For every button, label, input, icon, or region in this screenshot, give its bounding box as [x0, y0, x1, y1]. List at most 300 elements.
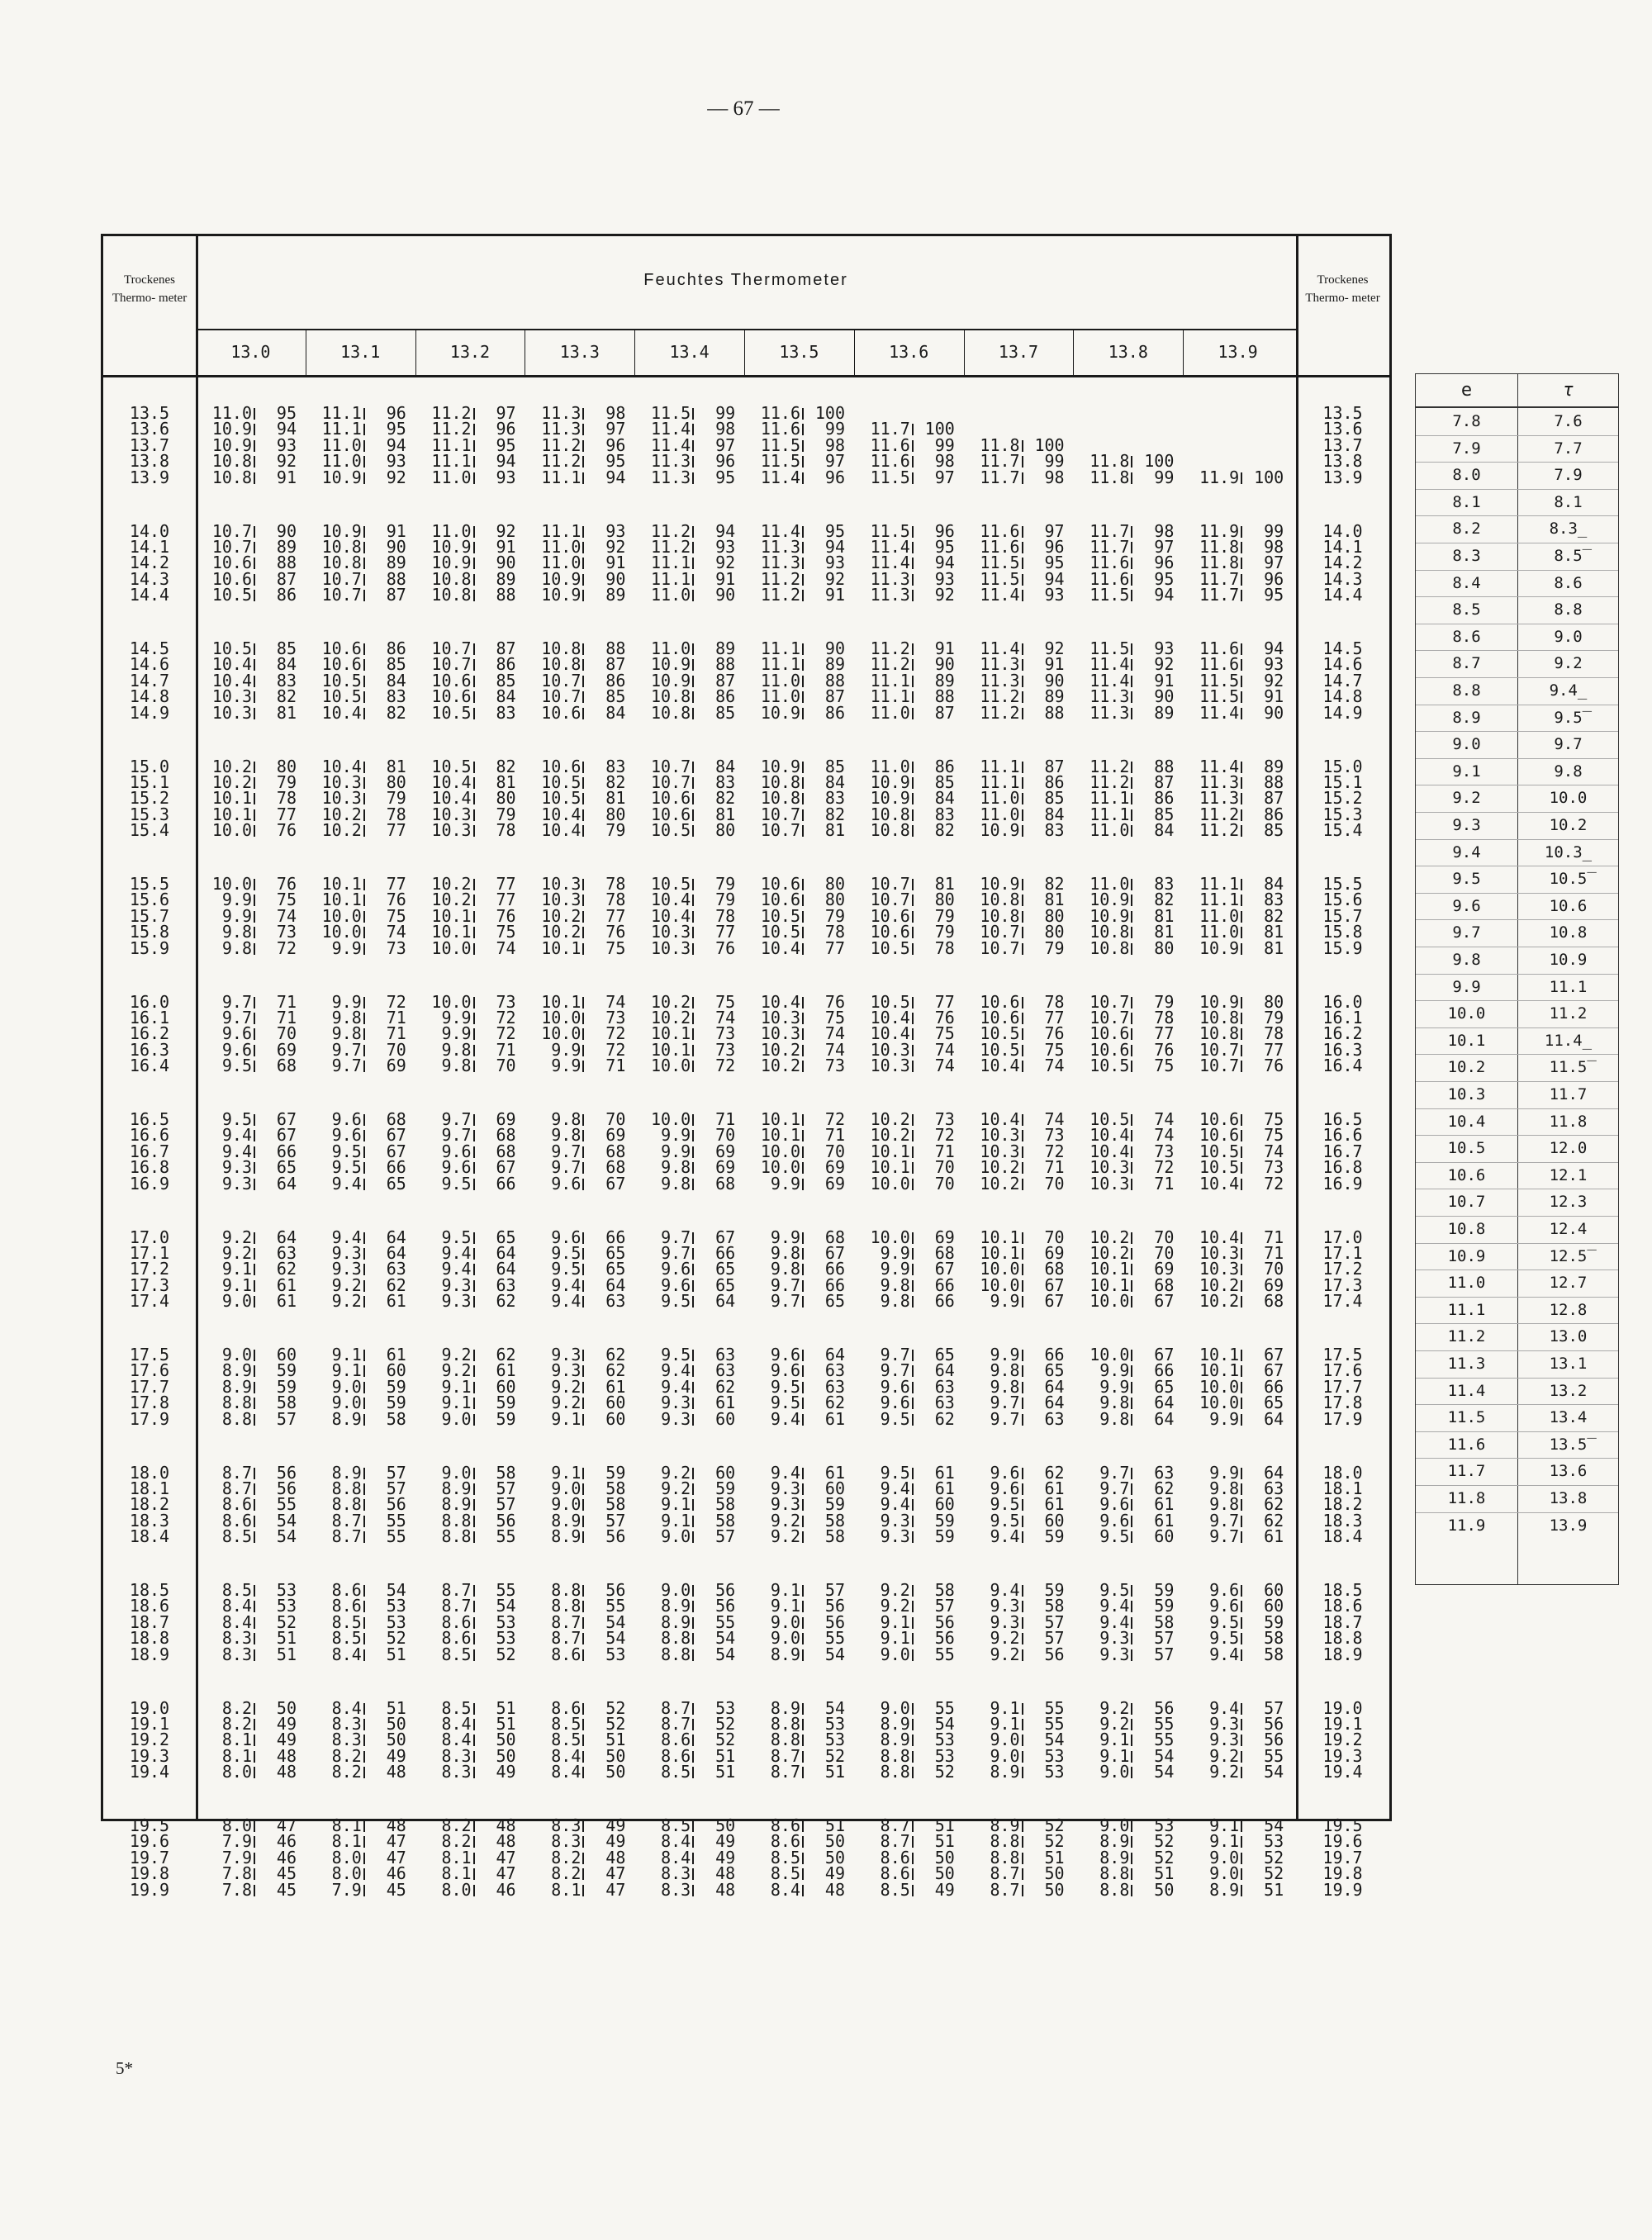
- dry-temp-label-left: 15.1: [129, 771, 170, 792]
- relative-humidity-value: 82: [715, 788, 736, 809]
- dew-point-value: 11.3: [1089, 702, 1130, 723]
- dew-point-value: 8.9: [551, 1526, 582, 1547]
- dew-point-value: 10.7: [541, 686, 582, 707]
- side-row-rule: [1416, 677, 1618, 678]
- dew-point-value: 9.0: [1209, 1863, 1240, 1884]
- dew-point-value: 10.8: [760, 788, 800, 809]
- dew-point-value: 9.5: [990, 1510, 1020, 1531]
- relative-humidity-value: 63: [1154, 1462, 1175, 1483]
- relative-humidity-value: 62: [715, 1376, 736, 1397]
- relative-humidity-value: 59: [1044, 1526, 1065, 1547]
- dew-point-value: 9.1: [661, 1494, 691, 1515]
- dew-point-value: 11.6: [1199, 654, 1240, 675]
- relative-humidity-value: 64: [1044, 1393, 1065, 1413]
- dew-point-value: 10.2: [651, 1007, 691, 1027]
- relative-humidity-value: 66: [276, 1141, 297, 1161]
- header-right-label: Trockenes Thermo- meter: [1305, 273, 1380, 305]
- dew-point-value: 10.1: [870, 1157, 910, 1178]
- relative-humidity-value: 60: [934, 1494, 955, 1515]
- dry-temp-label-right: 14.3: [1322, 568, 1363, 589]
- relative-humidity-value: 63: [715, 1345, 736, 1364]
- relative-humidity-value: 56: [386, 1494, 406, 1515]
- relative-humidity-value: 79: [496, 804, 516, 824]
- relative-humidity-value: 96: [715, 451, 736, 472]
- relative-humidity-value: 65: [715, 1274, 736, 1295]
- dew-point-value: 8.8: [990, 1831, 1020, 1852]
- dew-point-value: 10.4: [541, 820, 582, 841]
- relative-humidity-value: 59: [386, 1376, 406, 1397]
- dew-point-value: 9.8: [221, 922, 252, 942]
- dew-point-value: 9.5: [770, 1393, 800, 1413]
- dew-point-value: 11.3: [1199, 771, 1240, 792]
- relative-humidity-value: 91: [386, 520, 406, 541]
- dew-point-value: 10.8: [980, 905, 1020, 926]
- dew-point-value: 9.0: [331, 1376, 362, 1397]
- relative-humidity-value: 52: [386, 1628, 406, 1649]
- dew-point-value: 8.3: [661, 1879, 691, 1900]
- side-row-rule: [1416, 1297, 1618, 1298]
- dew-point-value: 11.1: [321, 419, 362, 439]
- dry-temp-label-right: 17.8: [1322, 1393, 1363, 1413]
- relative-humidity-value: 67: [1264, 1345, 1284, 1364]
- relative-humidity-value: 67: [276, 1125, 297, 1146]
- relative-humidity-value: 68: [1154, 1274, 1175, 1295]
- dew-point-value: 8.1: [331, 1815, 362, 1835]
- side-e-value: 10.8: [1447, 1220, 1486, 1238]
- relative-humidity-value: 54: [605, 1628, 626, 1649]
- relative-humidity-value: 71: [1264, 1242, 1284, 1263]
- relative-humidity-value: 65: [934, 1345, 955, 1364]
- relative-humidity-value: 61: [386, 1291, 406, 1312]
- side-tau-value: 13.1: [1549, 1355, 1588, 1373]
- dry-temp-label-left: 17.3: [129, 1274, 170, 1295]
- dry-temp-label-right: 17.9: [1322, 1408, 1363, 1429]
- dew-point-value: 8.9: [221, 1360, 252, 1381]
- dry-temp-label-left: 17.6: [129, 1360, 170, 1381]
- wet-temp-heading: 13.0: [230, 342, 271, 362]
- dew-point-value: 8.8: [221, 1408, 252, 1429]
- dew-point-value: 10.9: [431, 553, 472, 573]
- dew-point-value: 9.0: [441, 1408, 472, 1429]
- dew-point-value: 10.2: [980, 1157, 1020, 1178]
- dew-point-value: 10.4: [321, 756, 362, 776]
- dew-point-value: 11.9: [1199, 467, 1240, 487]
- dew-point-value: 10.1: [1089, 1274, 1130, 1295]
- dew-point-value: 9.3: [551, 1360, 582, 1381]
- dew-point-value: 10.6: [211, 568, 252, 589]
- relative-humidity-value: 56: [715, 1596, 736, 1616]
- side-tau-value: 7.6: [1554, 412, 1583, 430]
- dry-temp-label-left: 15.8: [129, 922, 170, 942]
- dew-point-value: 10.2: [1089, 1242, 1130, 1263]
- side-tau-value: 10.6: [1549, 896, 1588, 915]
- relative-humidity-value: 57: [824, 1580, 845, 1600]
- dew-point-value: 9.1: [331, 1360, 362, 1381]
- dew-point-value: 10.4: [1089, 1141, 1130, 1161]
- dew-point-value: 9.8: [221, 937, 252, 958]
- relative-humidity-value: 91: [276, 467, 297, 487]
- relative-humidity-value: 47: [496, 1847, 516, 1867]
- relative-humidity-value: 53: [1264, 1831, 1284, 1852]
- relative-humidity-value: 90: [934, 654, 955, 675]
- dry-temp-label-right: 19.9: [1322, 1879, 1363, 1900]
- dew-point-value: 10.8: [1199, 1007, 1240, 1027]
- dry-temp-label-left: 18.2: [129, 1494, 170, 1515]
- dew-point-value: 11.0: [431, 520, 472, 541]
- dew-point-value: 11.6: [1089, 553, 1130, 573]
- side-e-value: 9.4: [1452, 842, 1481, 861]
- dew-point-value: 10.9: [980, 874, 1020, 894]
- relative-humidity-value: 90: [605, 568, 626, 589]
- dew-point-value: 10.0: [431, 937, 472, 958]
- side-row-rule: [1416, 1243, 1618, 1244]
- dew-point-value: 10.6: [870, 905, 910, 926]
- dew-point-value: 9.8: [551, 1125, 582, 1146]
- side-row-rule: [1416, 1000, 1618, 1001]
- relative-humidity-value: 71: [1264, 1227, 1284, 1247]
- dew-point-value: 10.7: [211, 520, 252, 541]
- dry-temp-label-right: 14.8: [1322, 686, 1363, 707]
- relative-humidity-value: 74: [1154, 1109, 1175, 1129]
- dew-point-value: 11.2: [870, 638, 910, 658]
- relative-humidity-value: 99: [824, 419, 845, 439]
- side-e-value: 10.2: [1447, 1058, 1486, 1077]
- dew-point-value: 10.1: [541, 991, 582, 1012]
- relative-humidity-value: 70: [605, 1109, 626, 1129]
- dew-point-value: 11.4: [980, 585, 1020, 605]
- relative-humidity-value: 60: [605, 1408, 626, 1429]
- relative-humidity-value: 90: [276, 520, 297, 541]
- dry-temp-label-right: 18.9: [1322, 1644, 1363, 1664]
- side-row-rule: [1416, 758, 1618, 759]
- relative-humidity-value: 54: [715, 1644, 736, 1664]
- relative-humidity-value: 93: [934, 568, 955, 589]
- relative-humidity-value: 64: [934, 1360, 955, 1381]
- dew-point-value: 9.8: [880, 1274, 910, 1295]
- side-tau-value: 10.0: [1549, 789, 1588, 808]
- relative-humidity-value: 56: [1044, 1644, 1065, 1664]
- dry-temp-label-right: 17.4: [1322, 1291, 1363, 1312]
- dew-point-value: 8.1: [221, 1730, 252, 1750]
- dew-point-value: 9.6: [661, 1259, 691, 1279]
- dew-point-value: 9.4: [770, 1462, 800, 1483]
- relative-humidity-value: 54: [1264, 1762, 1284, 1782]
- dew-point-value: 9.5: [990, 1494, 1020, 1515]
- dew-point-value: 9.6: [1099, 1494, 1130, 1515]
- dew-point-value: 9.5: [221, 1056, 252, 1076]
- relative-humidity-value: 89: [715, 638, 736, 658]
- relative-humidity-value: 52: [605, 1697, 626, 1718]
- dew-point-value: 8.8: [1099, 1879, 1130, 1900]
- wet-temp-heading: 13.1: [340, 342, 381, 362]
- relative-humidity-value: 100: [1254, 467, 1284, 487]
- dew-point-value: 8.5: [551, 1730, 582, 1750]
- dew-point-value: 11.2: [1089, 756, 1130, 776]
- dry-temp-label-right: 18.8: [1322, 1628, 1363, 1649]
- dew-point-value: 9.5: [441, 1227, 472, 1247]
- side-e-value: 8.5: [1452, 600, 1481, 619]
- relative-humidity-value: 50: [934, 1863, 955, 1884]
- dew-point-value: 9.4: [331, 1227, 362, 1247]
- relative-humidity-value: 82: [1154, 890, 1175, 910]
- relative-humidity-value: 91: [715, 568, 736, 589]
- dew-point-value: 9.0: [880, 1697, 910, 1718]
- dew-point-value: 9.1: [551, 1408, 582, 1429]
- dew-point-value: 8.9: [221, 1376, 252, 1397]
- dew-point-value: 10.3: [980, 1141, 1020, 1161]
- dew-point-value: 10.3: [651, 922, 691, 942]
- dry-temp-label-right: 18.3: [1322, 1510, 1363, 1531]
- relative-humidity-value: 58: [386, 1408, 406, 1429]
- relative-humidity-value: 65: [496, 1227, 516, 1247]
- dew-point-value: 8.7: [880, 1815, 910, 1835]
- side-e-value: 9.6: [1452, 896, 1481, 915]
- relative-humidity-value: 74: [715, 1007, 736, 1027]
- dry-temp-label-right: 19.1: [1322, 1713, 1363, 1734]
- dew-point-value: 10.2: [651, 991, 691, 1012]
- dew-point-value: 9.4: [661, 1360, 691, 1381]
- dew-point-value: 10.2: [321, 820, 362, 841]
- side-tau-value: 8.8: [1554, 600, 1583, 619]
- dew-point-value: 10.8: [1089, 937, 1130, 958]
- dew-point-value: 11.2: [760, 568, 800, 589]
- dew-point-value: 10.9: [211, 419, 252, 439]
- relative-humidity-value: 75: [1044, 1039, 1065, 1060]
- dew-point-value: 8.4: [331, 1697, 362, 1718]
- relative-humidity-value: 62: [1264, 1494, 1284, 1515]
- side-e-value: 9.0: [1452, 735, 1481, 754]
- relative-humidity-value: 84: [1044, 804, 1065, 824]
- side-row-rule: [1416, 1378, 1618, 1379]
- relative-humidity-value: 80: [1264, 991, 1284, 1012]
- dew-point-value: 9.6: [990, 1462, 1020, 1483]
- relative-humidity-value: 95: [605, 451, 626, 472]
- relative-humidity-value: 54: [715, 1628, 736, 1649]
- dry-temp-label-right: 19.6: [1322, 1831, 1363, 1852]
- relative-humidity-value: 61: [934, 1478, 955, 1498]
- relative-humidity-value: 53: [386, 1611, 406, 1632]
- relative-humidity-value: 76: [496, 905, 516, 926]
- dew-point-value: 8.8: [331, 1478, 362, 1498]
- relative-humidity-value: 69: [496, 1109, 516, 1129]
- dew-point-value: 10.1: [431, 922, 472, 942]
- dew-point-value: 9.2: [1099, 1713, 1130, 1734]
- relative-humidity-value: 56: [1154, 1697, 1175, 1718]
- dew-point-value: 10.7: [870, 874, 910, 894]
- relative-humidity-value: 51: [824, 1762, 845, 1782]
- dew-point-value: 10.6: [321, 654, 362, 675]
- dry-temp-label-left: 17.8: [129, 1393, 170, 1413]
- dew-point-value: 9.2: [661, 1462, 691, 1483]
- relative-humidity-value: 78: [276, 788, 297, 809]
- relative-humidity-value: 74: [934, 1056, 955, 1076]
- relative-humidity-value: 86: [715, 686, 736, 707]
- dew-point-value: 10.7: [211, 536, 252, 557]
- dry-temp-label-right: 15.4: [1322, 820, 1363, 841]
- dew-point-value: 9.0: [221, 1345, 252, 1364]
- relative-humidity-value: 54: [1264, 1815, 1284, 1835]
- relative-humidity-value: 95: [496, 434, 516, 455]
- dry-temp-label-right: 13.5: [1322, 403, 1363, 423]
- side-e-value: 10.4: [1447, 1112, 1486, 1131]
- dry-temp-label-right: 14.0: [1322, 520, 1363, 541]
- dew-point-value: 11.2: [1199, 820, 1240, 841]
- dew-point-value: 9.9: [221, 890, 252, 910]
- relative-humidity-value: 46: [496, 1879, 516, 1900]
- dew-point-value: 9.1: [1209, 1831, 1240, 1852]
- relative-humidity-value: 75: [496, 922, 516, 942]
- relative-humidity-value: 97: [1264, 553, 1284, 573]
- dew-point-value: 10.5: [980, 1039, 1020, 1060]
- dew-point-value: 11.3: [1199, 788, 1240, 809]
- dew-point-value: 10.8: [321, 536, 362, 557]
- dew-point-value: 11.7: [1089, 520, 1130, 541]
- relative-humidity-value: 49: [605, 1815, 626, 1835]
- dew-point-value: 8.1: [441, 1863, 472, 1884]
- side-row-rule: [1416, 1458, 1618, 1459]
- relative-humidity-value: 93: [496, 467, 516, 487]
- dew-point-value: 8.6: [770, 1815, 800, 1835]
- dew-point-value: 9.0: [441, 1462, 472, 1483]
- dew-point-value: 10.6: [1199, 1125, 1240, 1146]
- dew-point-value: 10.0: [980, 1259, 1020, 1279]
- dew-point-value: 8.7: [331, 1526, 362, 1547]
- relative-humidity-value: 80: [934, 890, 955, 910]
- dry-temp-label-right: 14.7: [1322, 670, 1363, 691]
- dew-point-value: 8.8: [880, 1745, 910, 1766]
- relative-humidity-value: 61: [824, 1408, 845, 1429]
- relative-humidity-value: 95: [824, 520, 845, 541]
- relative-humidity-value: 50: [496, 1745, 516, 1766]
- relative-humidity-value: 46: [276, 1831, 297, 1852]
- dew-point-value: 11.5: [980, 568, 1020, 589]
- relative-humidity-value: 58: [715, 1510, 736, 1531]
- dry-temp-label-left: 15.7: [129, 905, 170, 926]
- dew-point-value: 11.0: [321, 434, 362, 455]
- dew-point-value: 9.9: [990, 1345, 1020, 1364]
- dew-point-value: 8.7: [551, 1628, 582, 1649]
- dry-temp-label-left: 18.0: [129, 1462, 170, 1483]
- dry-temp-label-left: 18.3: [129, 1510, 170, 1531]
- dew-point-value: 10.9: [321, 520, 362, 541]
- side-e-value: 10.7: [1447, 1193, 1486, 1212]
- relative-humidity-value: 73: [386, 937, 406, 958]
- dew-point-value: 10.2: [1199, 1291, 1240, 1312]
- dew-point-value: 10.5: [321, 670, 362, 691]
- relative-humidity-value: 62: [276, 1259, 297, 1279]
- dew-point-value: 11.3: [760, 553, 800, 573]
- relative-humidity-value: 86: [1264, 804, 1284, 824]
- dew-point-value: 9.8: [990, 1360, 1020, 1381]
- relative-humidity-value: 68: [1044, 1259, 1065, 1279]
- relative-humidity-value: 86: [605, 670, 626, 691]
- dew-point-value: 9.9: [1099, 1376, 1130, 1397]
- relative-humidity-value: 75: [715, 991, 736, 1012]
- dew-point-value: 9.5: [551, 1259, 582, 1279]
- dew-point-value: 9.4: [331, 1173, 362, 1194]
- dew-point-value: 8.6: [221, 1494, 252, 1515]
- dew-point-value: 10.4: [321, 702, 362, 723]
- relative-humidity-value: 72: [824, 1109, 845, 1129]
- relative-humidity-value: 90: [1154, 686, 1175, 707]
- dew-point-value: 9.3: [880, 1510, 910, 1531]
- wet-temp-heading: 13.6: [889, 342, 929, 362]
- dew-point-value: 9.9: [1209, 1408, 1240, 1429]
- relative-humidity-value: 54: [934, 1713, 955, 1734]
- relative-humidity-value: 66: [934, 1274, 955, 1295]
- dew-point-value: 10.1: [870, 1141, 910, 1161]
- relative-humidity-value: 57: [1154, 1628, 1175, 1649]
- dew-point-value: 10.8: [431, 585, 472, 605]
- dew-point-value: 9.5: [661, 1291, 691, 1312]
- relative-humidity-value: 55: [496, 1526, 516, 1547]
- relative-humidity-value: 51: [496, 1697, 516, 1718]
- relative-humidity-value: 76: [605, 922, 626, 942]
- relative-humidity-value: 68: [386, 1109, 406, 1129]
- dew-point-value: 9.5: [331, 1157, 362, 1178]
- dry-temp-label-left: 17.5: [129, 1345, 170, 1364]
- side-tau-value: 12.3: [1549, 1193, 1588, 1212]
- dew-point-value: 8.8: [880, 1762, 910, 1782]
- side-row-rule: [1416, 1350, 1618, 1351]
- dew-point-value: 9.7: [1209, 1510, 1240, 1531]
- dry-temp-label-left: 18.9: [129, 1644, 170, 1664]
- relative-humidity-value: 55: [496, 1580, 516, 1600]
- dry-temp-label-left: 14.3: [129, 568, 170, 589]
- dew-point-value: 11.5: [1089, 585, 1130, 605]
- relative-humidity-value: 68: [605, 1157, 626, 1178]
- side-tau-value: 10.9: [1549, 951, 1588, 969]
- dew-point-value: 10.0: [1089, 1345, 1130, 1364]
- side-tau-value: 9.7: [1554, 735, 1583, 754]
- dew-point-value: 8.5: [331, 1628, 362, 1649]
- dew-point-value: 9.4: [1209, 1697, 1240, 1718]
- dew-point-value: 9.8: [331, 1007, 362, 1027]
- relative-humidity-value: 84: [605, 702, 626, 723]
- relative-humidity-value: 66: [824, 1259, 845, 1279]
- dew-point-value: 8.9: [331, 1462, 362, 1483]
- relative-humidity-value: 73: [276, 922, 297, 942]
- relative-humidity-value: 98: [715, 419, 736, 439]
- dew-point-value: 9.4: [1099, 1596, 1130, 1616]
- dry-temp-label-right: 16.4: [1322, 1056, 1363, 1076]
- dew-point-value: 8.9: [441, 1494, 472, 1515]
- relative-humidity-value: 94: [276, 419, 297, 439]
- relative-humidity-value: 66: [1044, 1345, 1065, 1364]
- wet-temp-heading: 13.3: [559, 342, 600, 362]
- relative-humidity-value: 55: [605, 1596, 626, 1616]
- dew-point-value: 9.9: [880, 1259, 910, 1279]
- relative-humidity-value: 83: [1044, 820, 1065, 841]
- relative-humidity-value: 83: [496, 702, 516, 723]
- relative-humidity-value: 60: [386, 1360, 406, 1381]
- dew-point-value: 10.9: [651, 654, 691, 675]
- relative-humidity-value: 58: [934, 1580, 955, 1600]
- dry-temp-label-left: 16.4: [129, 1056, 170, 1076]
- relative-humidity-value: 72: [276, 937, 297, 958]
- side-e-value: 7.9: [1452, 439, 1481, 458]
- dew-point-value: 8.6: [661, 1745, 691, 1766]
- dew-point-value: 11.4: [651, 434, 691, 455]
- dew-point-value: 9.6: [770, 1360, 800, 1381]
- dew-point-value: 11.5: [760, 451, 800, 472]
- dew-point-value: 8.9: [1209, 1879, 1240, 1900]
- relative-humidity-value: 79: [715, 890, 736, 910]
- dew-point-value: 10.9: [760, 702, 800, 723]
- dew-point-value: 8.7: [221, 1478, 252, 1498]
- dew-point-value: 10.3: [541, 890, 582, 910]
- relative-humidity-value: 85: [1044, 788, 1065, 809]
